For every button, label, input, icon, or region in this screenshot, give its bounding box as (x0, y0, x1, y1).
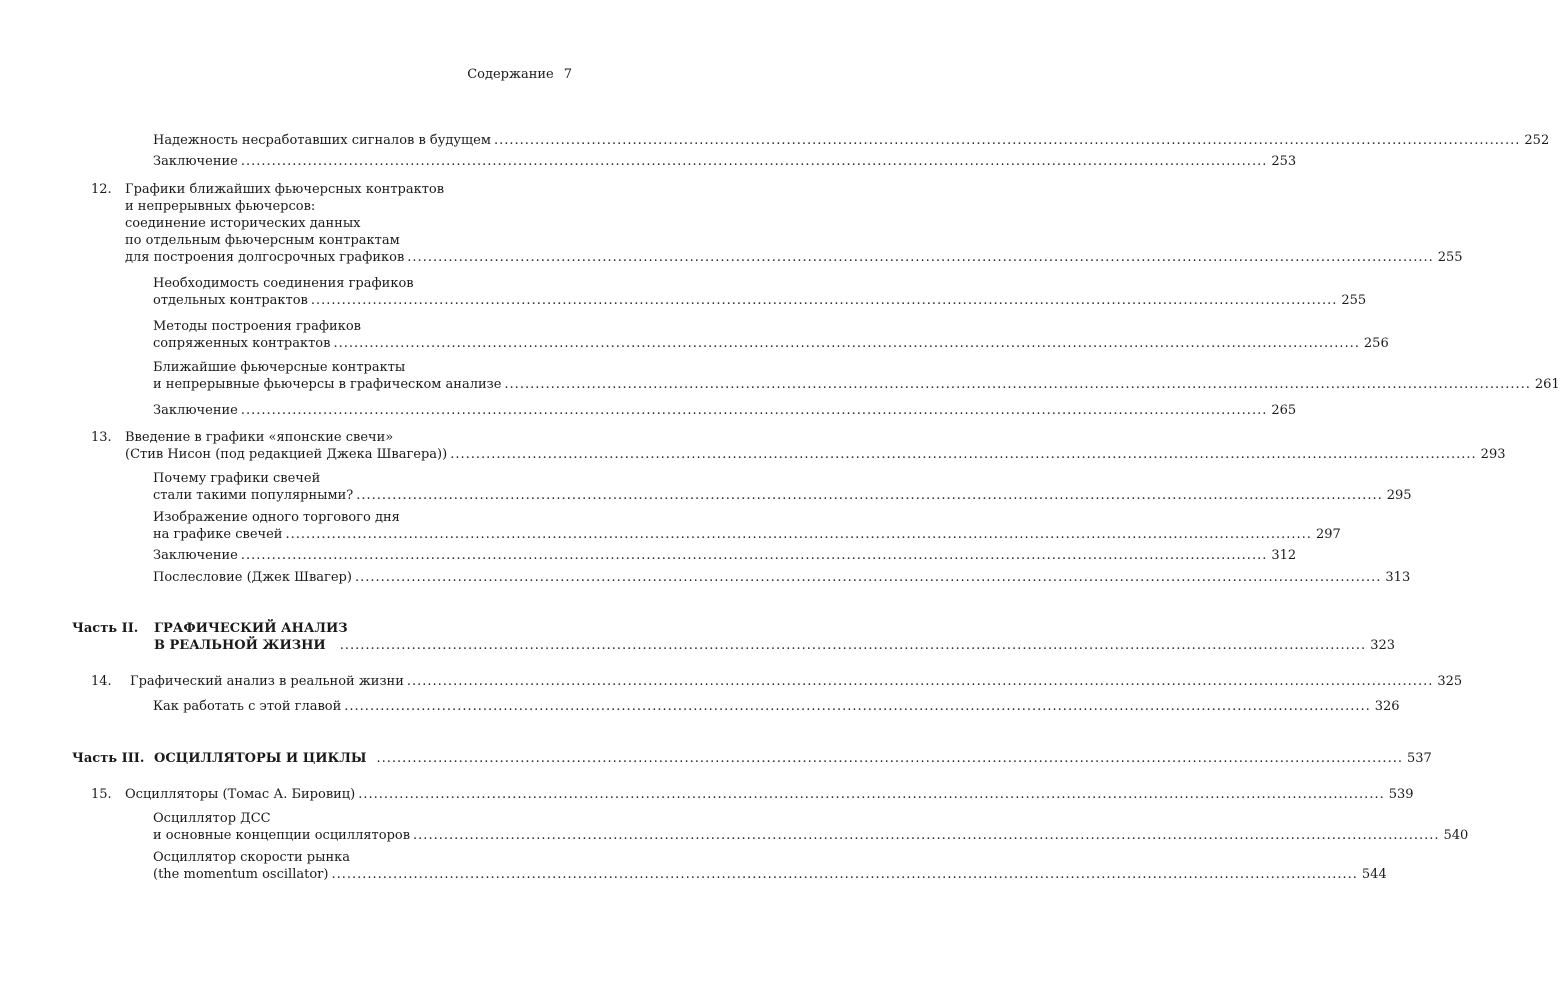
toc-entry[interactable]: отдельных контрактов ........................................................................................................................................................................................................ 255 (153, 293, 1367, 308)
leader-dots: ........................................................................................................................................................................................................ (310, 293, 1338, 308)
chapter-title-line: по отдельным фьючерсным контрактам (125, 233, 400, 248)
leader-dots: ........................................................................................................................................................................................................ (450, 447, 1477, 462)
toc-part-2[interactable]: В РЕАЛЬНОЙ ЖИЗНИ ........................................................................................................................................................................................................ 323 (154, 638, 1396, 653)
toc-entry[interactable]: сопряженных контрактов ........................................................................................................................................................................................................ 256 (153, 336, 1389, 351)
toc-page: 255 (1341, 293, 1367, 308)
toc-entry[interactable]: Как работать с этой главой ........................................................................................................................................................................................................ 326 (153, 699, 1400, 714)
chapter-number: 14. (91, 674, 112, 689)
toc-entry[interactable]: Заключение ........................................................................................................................................................................................................ 265 (153, 403, 1297, 418)
leader-dots: ........................................................................................................................................................................................................ (331, 867, 1358, 882)
leader-dots: ........................................................................................................................................................................................................ (354, 570, 1382, 585)
toc-page: 544 (1361, 867, 1387, 882)
toc-entry-line: Изображение одного торгового дня (153, 510, 400, 525)
leader-dots: ........................................................................................................................................................................................................ (333, 336, 1360, 351)
toc-page: 540 (1443, 828, 1469, 843)
toc-page: 256 (1363, 336, 1389, 351)
toc-entry-line: Осциллятор скорости рынка (153, 850, 351, 865)
leader-dots: ........................................................................................................................................................................................................ (358, 787, 1385, 802)
chapter-number: 13. (91, 430, 112, 445)
toc-entry[interactable]: и основные концепции осцилляторов ........................................................................................................................................................................................................ 540 (153, 828, 1469, 843)
chapter-title-line: Графики ближайших фьючерсных контрактов (125, 182, 445, 197)
toc-chapter-13[interactable]: (Стив Нисон (под редакцией Джека Швагера)) ........................................................................................................................................................................................................ 293 (125, 447, 1506, 462)
toc-page: 326 (1374, 699, 1400, 714)
toc-page: 255 (1437, 250, 1463, 265)
part-title-line: ГРАФИЧЕСКИЙ АНАЛИЗ (154, 621, 348, 636)
leader-dots: ........................................................................................................................................................................................................ (406, 674, 1434, 689)
leader-dots: ........................................................................................................................................................................................................ (344, 699, 1371, 714)
leader-dots: ........................................................................................................................................................................................................ (376, 751, 1403, 766)
toc-page: 312 (1271, 548, 1297, 563)
toc-page: 295 (1386, 488, 1412, 503)
leader-dots: ........................................................................................................................................................................................................ (504, 377, 1531, 392)
toc-chapter-12[interactable]: для построения долгосрочных графиков ........................................................................................................................................................................................................ 255 (125, 250, 1463, 265)
toc-entry[interactable]: и непрерывные фьючерсы в графическом анализе ........................................................................................................................................................................................................ 261 (153, 377, 1560, 392)
chapter-number: 15. (91, 787, 112, 802)
toc-entry-line: Ближайшие фьючерсные контракты (153, 360, 406, 375)
leader-dots: ........................................................................................................................................................................................................ (240, 154, 1268, 169)
toc-page: 252 (1524, 133, 1550, 148)
toc-entry-line: Необходимость соединения графиков (153, 276, 414, 291)
toc-chapter-15[interactable]: Осцилляторы (Томас А. Бировиц) ........................................................................................................................................................................................................ 539 (125, 787, 1414, 802)
toc-page: 539 (1388, 787, 1414, 802)
toc-page: 297 (1315, 527, 1341, 542)
leader-dots: ........................................................................................................................................................................................................ (413, 828, 1440, 843)
leader-dots: ........................................................................................................................................................................................................ (356, 488, 1383, 503)
chapter-number: 12. (91, 182, 112, 197)
chapter-title-line: и непрерывных фьючерсов: (125, 199, 316, 214)
toc-entry-line: Почему графики свечей (153, 471, 321, 486)
running-header (467, 66, 572, 83)
toc-entry[interactable]: Заключение ........................................................................................................................................................................................................ 312 (153, 548, 1297, 563)
leader-dots: ........................................................................................................................................................................................................ (285, 527, 1312, 542)
toc-entry[interactable]: Заключение ........................................................................................................................................................................................................ 253 (153, 154, 1297, 169)
toc-entry[interactable]: (the momentum oscillator) ........................................................................................................................................................................................................ 544 (153, 867, 1387, 882)
leader-dots: ........................................................................................................................................................................................................ (240, 403, 1268, 418)
toc-chapter-14[interactable]: Графический анализ в реальной жизни ........................................................................................................................................................................................................ 325 (130, 674, 1463, 689)
chapter-title-line: соединение исторических данных (125, 216, 361, 231)
toc-entry[interactable]: Надежность несработавших сигналов в будущем ........................................................................................................................................................................................................ 252 (153, 133, 1550, 148)
toc-page: 537 (1406, 751, 1432, 766)
toc-page: 323 (1370, 638, 1396, 653)
toc-page: 313 (1385, 570, 1411, 585)
part-label: Часть III. (72, 751, 145, 766)
leader-dots: ........................................................................................................................................................................................................ (339, 638, 1367, 653)
toc-page: 325 (1437, 674, 1463, 689)
toc-entry-line: Методы построения графиков (153, 319, 361, 334)
toc-entry-line: Осциллятор ДСС (153, 811, 271, 826)
toc-part-3[interactable]: ОСЦИЛЛЯТОРЫ И ЦИКЛЫ ........................................................................................................................................................................................................ 537 (154, 751, 1432, 766)
header-page-number: 7 (563, 67, 572, 82)
chapter-title-line: Введение в графики «японские свечи» (125, 430, 394, 445)
toc-page: 261 (1534, 377, 1560, 392)
toc-entry[interactable]: на графике свечей ........................................................................................................................................................................................................ 297 (153, 527, 1341, 542)
toc-page: 253 (1271, 154, 1297, 169)
leader-dots: ........................................................................................................................................................................................................ (407, 250, 1434, 265)
leader-dots: ........................................................................................................................................................................................................ (240, 548, 1268, 563)
toc-entry[interactable]: Послесловие (Джек Швагер) ........................................................................................................................................................................................................ 313 (153, 570, 1411, 585)
toc-entry[interactable]: стали такими популярными? ........................................................................................................................................................................................................ 295 (153, 488, 1412, 503)
header-title: Содержание (467, 67, 554, 82)
toc-page: 293 (1480, 447, 1506, 462)
part-label: Часть II. (72, 621, 139, 636)
toc-page: 265 (1271, 403, 1297, 418)
leader-dots: ........................................................................................................................................................................................................ (493, 133, 1521, 148)
